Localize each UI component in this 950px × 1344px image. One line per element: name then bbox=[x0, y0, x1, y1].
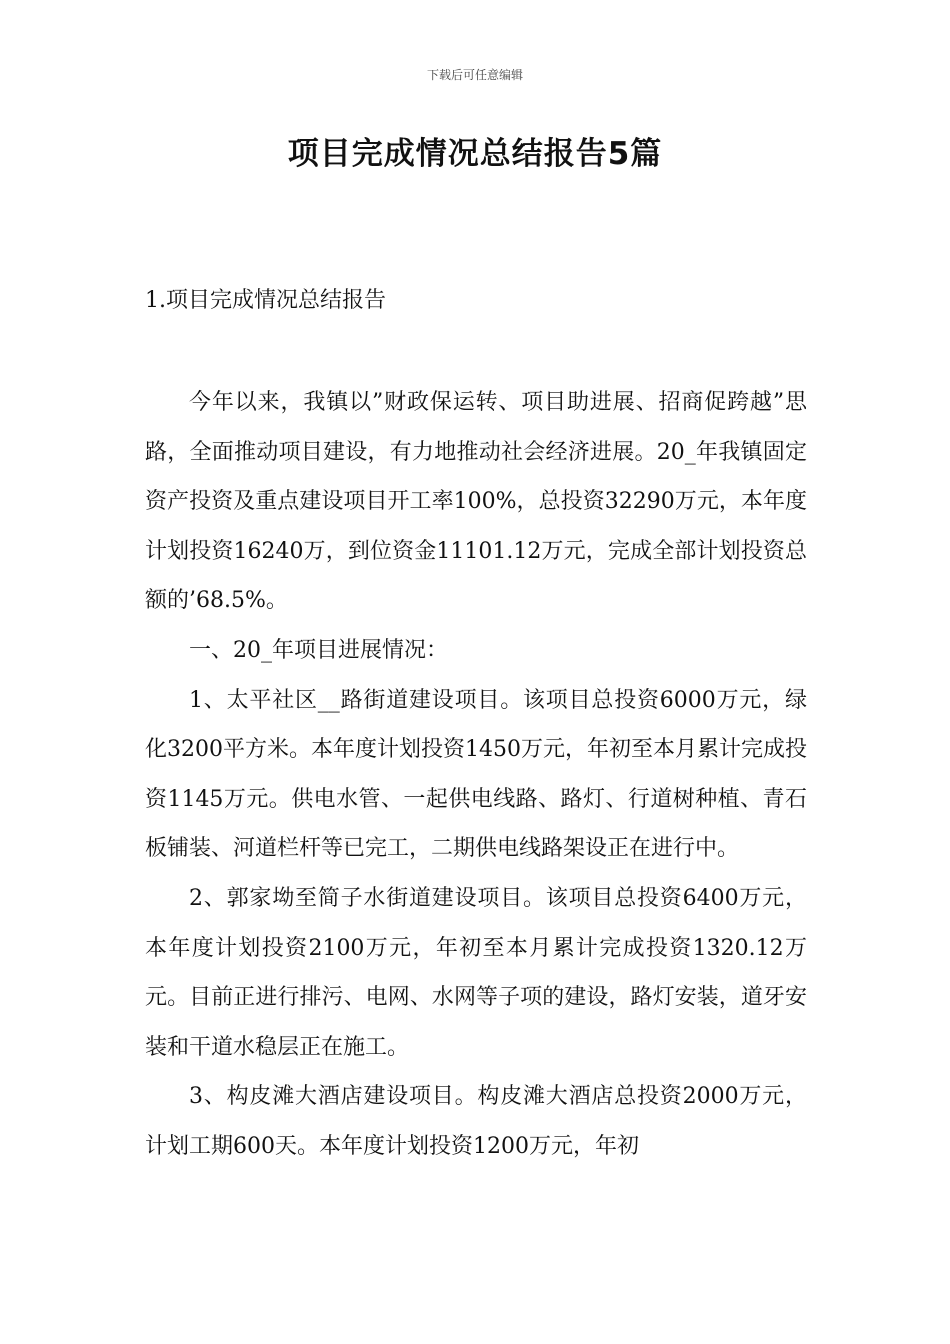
paragraph-intro: 今年以来，我镇以”财政保运转、项目助进展、招商促跨越”思路，全面推动项目建设，有力地推动社会经济进展。20_年我镇固定资产投资及重点建设项目开工率100%，总投资32290万元，本年度计划投资16240万，到位资金11101.12万元，完成全部计划投资总额的’68.5%。 bbox=[145, 390, 807, 614]
paragraph-item-2: 2、郭家坳至简子水街道建设项目。该项目总投资6400万元，本年度计划投资2100万元，年初至本月累计完成投资1320.12万元。目前正进行排污、电网、水网等子项的建设，路灯安装，道牙安装和干道水稳层正在施工。 bbox=[145, 885, 807, 1060]
paragraph-subheading: 一、20_年项目进展情况： bbox=[189, 637, 448, 663]
body-text bbox=[145, 378, 807, 1172]
section-heading: 1.项目完成情况总结报告 bbox=[145, 288, 386, 313]
document-title: 项目完成情况总结报告5篇 bbox=[287, 136, 663, 172]
header-note: 下载后可任意编辑 bbox=[426, 68, 523, 82]
paragraph-item-3: 3、构皮滩大酒店建设项目。构皮滩大酒店总投资2000万元，计划工期600天。本年度计划投资1200万元，年初 bbox=[145, 1084, 807, 1159]
paragraph-item-1: 1、太平社区__路街道建设项目。该项目总投资6000万元，绿化3200平方米。本年度计划投资1450万元，年初至本月累计完成投资1145万元。供电水管、一起供电线路、路灯、行道树种植、青石板铺装、河道栏杆等已完工，二期供电线路架设正在进行中。 bbox=[145, 687, 807, 862]
